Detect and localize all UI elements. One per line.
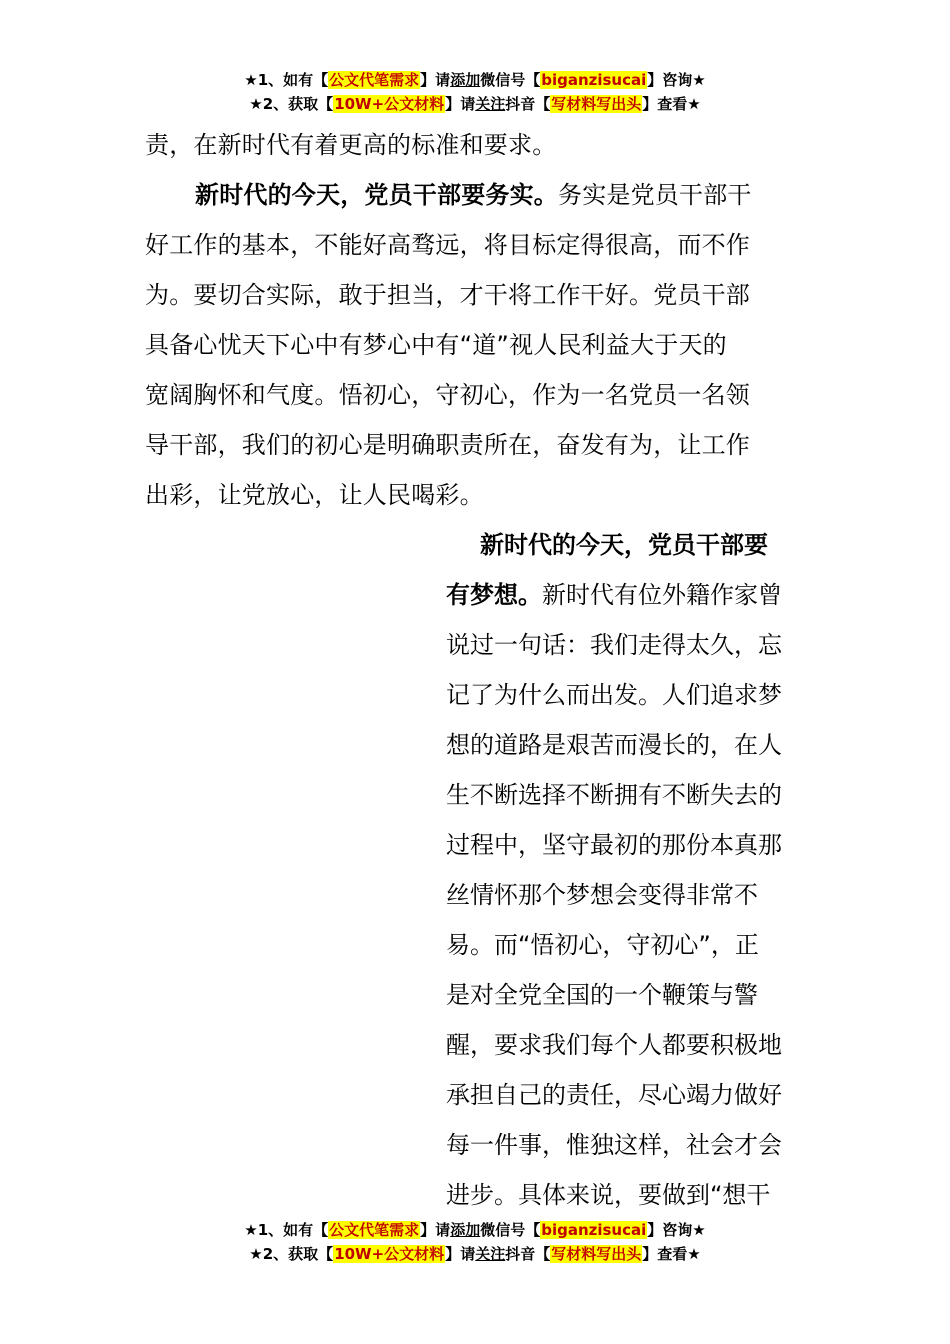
paragraph-line: 出彩，让党放心，让人民喝彩。 [145, 481, 484, 509]
underlined-word: 关注 [475, 95, 506, 113]
paragraph-line: 每一件事，惟独这样，社会才会 [446, 1131, 782, 1159]
banner-text: 抖音【 [505, 95, 551, 113]
banner-text: ★1、如有【 [244, 1221, 329, 1239]
narrow-column [446, 520, 808, 1220]
paragraph-line: 生不断选择不断拥有不断失去的 [446, 781, 782, 809]
banner-text: 微信号【 [480, 71, 541, 89]
paragraph-line [145, 170, 807, 220]
banner-text: 】咨询★ [647, 1221, 706, 1239]
document-body [145, 120, 807, 520]
banner-text: 】请 [420, 1221, 451, 1239]
banner-text: 】请 [420, 71, 451, 89]
highlight-service: 公文代笔需求 [329, 1221, 420, 1239]
paragraph-heading: 有梦想。 [446, 581, 542, 609]
paragraph-line: 说过一句话：我们走得太久，忘 [446, 631, 782, 659]
highlight-wechat-id: biganzisucai [541, 1221, 647, 1239]
highlight-wechat-id: biganzisucai [541, 71, 647, 89]
banner-text: 】咨询★ [647, 71, 706, 89]
top-banner [0, 68, 950, 116]
highlight-service: 公文代笔需求 [329, 71, 420, 89]
paragraph-line: 醒，要求我们每个人都要积极地 [446, 1031, 782, 1059]
paragraph-text: 务实是党员干部干 [558, 181, 752, 209]
banner-text: 】查看★ [642, 95, 701, 113]
underlined-word: 关注 [475, 1245, 506, 1263]
highlight-douyin-account: 写材料写出头 [551, 1245, 642, 1263]
paragraph-text: 新时代有位外籍作家曾 [542, 581, 782, 609]
underlined-word: 添加 [450, 71, 481, 89]
highlight-materials: 10W+公文材料 [334, 95, 445, 113]
paragraph-line: 进步。具体来说，要做到“想干 [446, 1181, 771, 1209]
paragraph-line: 承担自己的责任，尽心竭力做好 [446, 1081, 782, 1109]
paragraph-line: 丝情怀那个梦想会变得非常不 [446, 881, 758, 909]
paragraph-line: 想的道路是艰苦而漫长的，在人 [446, 731, 782, 759]
paragraph-line: 具备心忧天下心中有梦心中有“道”视人民利益大于天的 [145, 331, 727, 359]
paragraph-line: 好工作的基本，不能好高骛远，将目标定得很高，而不作 [145, 231, 750, 259]
banner-line-1 [0, 68, 950, 92]
banner-text: ★2、获取【 [249, 1245, 334, 1263]
banner-text: ★2、获取【 [249, 95, 334, 113]
banner-text: 抖音【 [505, 1245, 551, 1263]
banner-text: 】请 [445, 95, 476, 113]
banner-line-2 [0, 1242, 950, 1266]
paragraph-line: 宽阔胸怀和气度。悟初心，守初心，作为一名党员一名领 [145, 381, 750, 409]
paragraph-line: 责，在新时代有着更高的标准和要求。 [145, 131, 557, 159]
highlight-materials: 10W+公文材料 [334, 1245, 445, 1263]
bottom-banner [0, 1218, 950, 1266]
paragraph-line: 导干部，我们的初心是明确职责所在，奋发有为，让工作 [145, 431, 750, 459]
paragraph-line: 易。而“悟初心，守初心”，正 [446, 931, 759, 959]
banner-text: 微信号【 [480, 1221, 541, 1239]
highlight-douyin-account: 写材料写出头 [551, 95, 642, 113]
paragraph-line [446, 570, 808, 620]
banner-text: 】查看★ [642, 1245, 701, 1263]
paragraph-line: 过程中，坚守最初的那份本真那 [446, 831, 782, 859]
paragraph-line: 是对全党全国的一个鞭策与警 [446, 981, 758, 1009]
banner-line-2 [0, 92, 950, 116]
banner-text: 】请 [445, 1245, 476, 1263]
paragraph-heading: 新时代的今天，党员干部要 [480, 531, 768, 559]
paragraph-line: 为。要切合实际，敢于担当，才干将工作干好。党员干部 [145, 281, 750, 309]
paragraph-line: 记了为什么而出发。人们追求梦 [446, 681, 782, 709]
banner-line-1 [0, 1218, 950, 1242]
banner-text: ★1、如有【 [244, 71, 329, 89]
underlined-word: 添加 [450, 1221, 481, 1239]
paragraph-heading: 新时代的今天，党员干部要务实。 [195, 181, 558, 209]
